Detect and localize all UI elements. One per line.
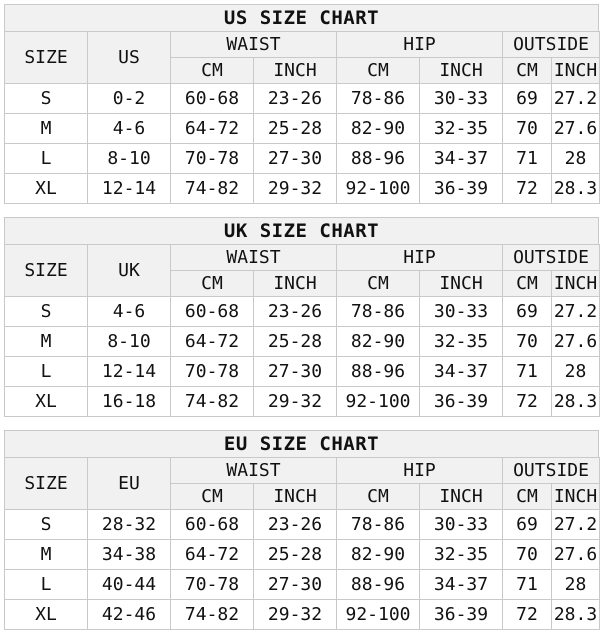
unit-header: CM xyxy=(337,271,420,297)
region-size-cell: 8-10 xyxy=(88,327,171,357)
size-cell: M xyxy=(5,327,88,357)
outside-inch-cell: 28 xyxy=(552,357,600,387)
hip-cm-cell: 78-86 xyxy=(337,84,420,114)
waist-header: WAIST xyxy=(171,245,337,271)
region-size-cell: 12-14 xyxy=(88,357,171,387)
unit-header: INCH xyxy=(552,58,600,84)
hip-inch-cell: 30-33 xyxy=(420,510,503,540)
hip-cm-cell: 92-100 xyxy=(337,600,420,630)
outside-cm-cell: 70 xyxy=(503,327,552,357)
outside-cm-cell: 71 xyxy=(503,357,552,387)
us-size-chart xyxy=(4,4,599,204)
outside-inch-cell: 28.3 xyxy=(552,387,600,417)
region-header: US xyxy=(88,32,171,84)
outside-inch-cell: 27.2 xyxy=(552,510,600,540)
table-row xyxy=(5,114,600,144)
waist-inch-cell: 27-30 xyxy=(254,144,337,174)
hip-inch-cell: 36-39 xyxy=(420,387,503,417)
size-table xyxy=(4,457,600,630)
waist-cm-cell: 70-78 xyxy=(171,570,254,600)
unit-header: INCH xyxy=(420,271,503,297)
unit-header: CM xyxy=(171,58,254,84)
waist-cm-cell: 60-68 xyxy=(171,84,254,114)
chart-title: US SIZE CHART xyxy=(4,4,599,31)
size-header: SIZE xyxy=(5,32,88,84)
outside-cm-cell: 72 xyxy=(503,387,552,417)
waist-cm-cell: 74-82 xyxy=(171,387,254,417)
size-header: SIZE xyxy=(5,458,88,510)
table-row xyxy=(5,174,600,204)
waist-inch-cell: 25-28 xyxy=(254,540,337,570)
size-cell: L xyxy=(5,144,88,174)
hip-cm-cell: 92-100 xyxy=(337,387,420,417)
hip-cm-cell: 82-90 xyxy=(337,540,420,570)
region-header: EU xyxy=(88,458,171,510)
hip-inch-cell: 36-39 xyxy=(420,174,503,204)
table-row xyxy=(5,327,600,357)
table-row xyxy=(5,570,600,600)
chart-title: EU SIZE CHART xyxy=(4,430,599,457)
waist-cm-cell: 60-68 xyxy=(171,297,254,327)
hip-cm-cell: 92-100 xyxy=(337,174,420,204)
waist-cm-cell: 74-82 xyxy=(171,174,254,204)
region-header: UK xyxy=(88,245,171,297)
outside-header: OUTSIDE xyxy=(503,245,600,271)
outside-inch-cell: 28 xyxy=(552,570,600,600)
region-size-cell: 40-44 xyxy=(88,570,171,600)
outside-inch-cell: 28 xyxy=(552,144,600,174)
size-cell: M xyxy=(5,114,88,144)
hip-inch-cell: 34-37 xyxy=(420,357,503,387)
chart-title: UK SIZE CHART xyxy=(4,217,599,244)
size-cell: M xyxy=(5,540,88,570)
hip-cm-cell: 82-90 xyxy=(337,114,420,144)
eu-size-chart xyxy=(4,430,599,630)
unit-header: INCH xyxy=(420,58,503,84)
size-table xyxy=(4,31,600,204)
outside-inch-cell: 27.6 xyxy=(552,540,600,570)
outside-cm-cell: 71 xyxy=(503,570,552,600)
outside-cm-cell: 70 xyxy=(503,540,552,570)
waist-cm-cell: 60-68 xyxy=(171,510,254,540)
waist-cm-cell: 70-78 xyxy=(171,357,254,387)
unit-header: INCH xyxy=(420,484,503,510)
waist-inch-cell: 29-32 xyxy=(254,387,337,417)
region-size-cell: 42-46 xyxy=(88,600,171,630)
region-size-cell: 12-14 xyxy=(88,174,171,204)
table-row xyxy=(5,297,600,327)
waist-cm-cell: 74-82 xyxy=(171,600,254,630)
waist-cm-cell: 64-72 xyxy=(171,114,254,144)
size-header: SIZE xyxy=(5,245,88,297)
region-size-cell: 4-6 xyxy=(88,114,171,144)
waist-inch-cell: 27-30 xyxy=(254,570,337,600)
hip-header: HIP xyxy=(337,245,503,271)
waist-inch-cell: 25-28 xyxy=(254,114,337,144)
hip-header: HIP xyxy=(337,32,503,58)
waist-inch-cell: 29-32 xyxy=(254,600,337,630)
unit-header: CM xyxy=(503,58,552,84)
hip-cm-cell: 82-90 xyxy=(337,327,420,357)
size-cell: XL xyxy=(5,600,88,630)
table-row xyxy=(5,600,600,630)
outside-cm-cell: 69 xyxy=(503,84,552,114)
size-table xyxy=(4,244,600,417)
outside-inch-cell: 27.6 xyxy=(552,327,600,357)
region-size-cell: 4-6 xyxy=(88,297,171,327)
hip-inch-cell: 34-37 xyxy=(420,570,503,600)
hip-inch-cell: 32-35 xyxy=(420,114,503,144)
size-cell: L xyxy=(5,570,88,600)
outside-cm-cell: 71 xyxy=(503,144,552,174)
unit-header: CM xyxy=(503,484,552,510)
waist-inch-cell: 23-26 xyxy=(254,510,337,540)
outside-cm-cell: 72 xyxy=(503,600,552,630)
table-row xyxy=(5,387,600,417)
outside-cm-cell: 69 xyxy=(503,510,552,540)
hip-inch-cell: 32-35 xyxy=(420,540,503,570)
hip-cm-cell: 88-96 xyxy=(337,357,420,387)
waist-cm-cell: 70-78 xyxy=(171,144,254,174)
hip-inch-cell: 34-37 xyxy=(420,144,503,174)
waist-inch-cell: 23-26 xyxy=(254,297,337,327)
table-row xyxy=(5,357,600,387)
unit-header: CM xyxy=(171,271,254,297)
hip-cm-cell: 88-96 xyxy=(337,144,420,174)
outside-inch-cell: 27.6 xyxy=(552,114,600,144)
table-row xyxy=(5,144,600,174)
size-cell: S xyxy=(5,510,88,540)
unit-header: INCH xyxy=(552,484,600,510)
outside-inch-cell: 27.2 xyxy=(552,297,600,327)
hip-inch-cell: 36-39 xyxy=(420,600,503,630)
hip-inch-cell: 32-35 xyxy=(420,327,503,357)
table-row xyxy=(5,540,600,570)
hip-cm-cell: 88-96 xyxy=(337,570,420,600)
waist-header: WAIST xyxy=(171,458,337,484)
unit-header: CM xyxy=(337,58,420,84)
hip-inch-cell: 30-33 xyxy=(420,297,503,327)
hip-cm-cell: 78-86 xyxy=(337,510,420,540)
outside-inch-cell: 28.3 xyxy=(552,174,600,204)
outside-inch-cell: 28.3 xyxy=(552,600,600,630)
waist-header: WAIST xyxy=(171,32,337,58)
outside-inch-cell: 27.2 xyxy=(552,84,600,114)
waist-inch-cell: 23-26 xyxy=(254,84,337,114)
size-cell: XL xyxy=(5,387,88,417)
size-cell: S xyxy=(5,84,88,114)
unit-header: INCH xyxy=(254,271,337,297)
unit-header: CM xyxy=(337,484,420,510)
hip-cm-cell: 78-86 xyxy=(337,297,420,327)
hip-header: HIP xyxy=(337,458,503,484)
region-size-cell: 28-32 xyxy=(88,510,171,540)
size-cell: XL xyxy=(5,174,88,204)
unit-header: INCH xyxy=(552,271,600,297)
outside-cm-cell: 70 xyxy=(503,114,552,144)
waist-cm-cell: 64-72 xyxy=(171,540,254,570)
hip-inch-cell: 30-33 xyxy=(420,84,503,114)
unit-header: CM xyxy=(171,484,254,510)
region-size-cell: 8-10 xyxy=(88,144,171,174)
table-row xyxy=(5,510,600,540)
region-size-cell: 0-2 xyxy=(88,84,171,114)
size-cell: L xyxy=(5,357,88,387)
outside-header: OUTSIDE xyxy=(503,32,600,58)
table-row xyxy=(5,84,600,114)
uk-size-chart xyxy=(4,217,599,417)
outside-cm-cell: 72 xyxy=(503,174,552,204)
size-cell: S xyxy=(5,297,88,327)
region-size-cell: 16-18 xyxy=(88,387,171,417)
region-size-cell: 34-38 xyxy=(88,540,171,570)
unit-header: INCH xyxy=(254,484,337,510)
waist-cm-cell: 64-72 xyxy=(171,327,254,357)
outside-cm-cell: 69 xyxy=(503,297,552,327)
waist-inch-cell: 27-30 xyxy=(254,357,337,387)
waist-inch-cell: 29-32 xyxy=(254,174,337,204)
unit-header: CM xyxy=(503,271,552,297)
outside-header: OUTSIDE xyxy=(503,458,600,484)
unit-header: INCH xyxy=(254,58,337,84)
waist-inch-cell: 25-28 xyxy=(254,327,337,357)
